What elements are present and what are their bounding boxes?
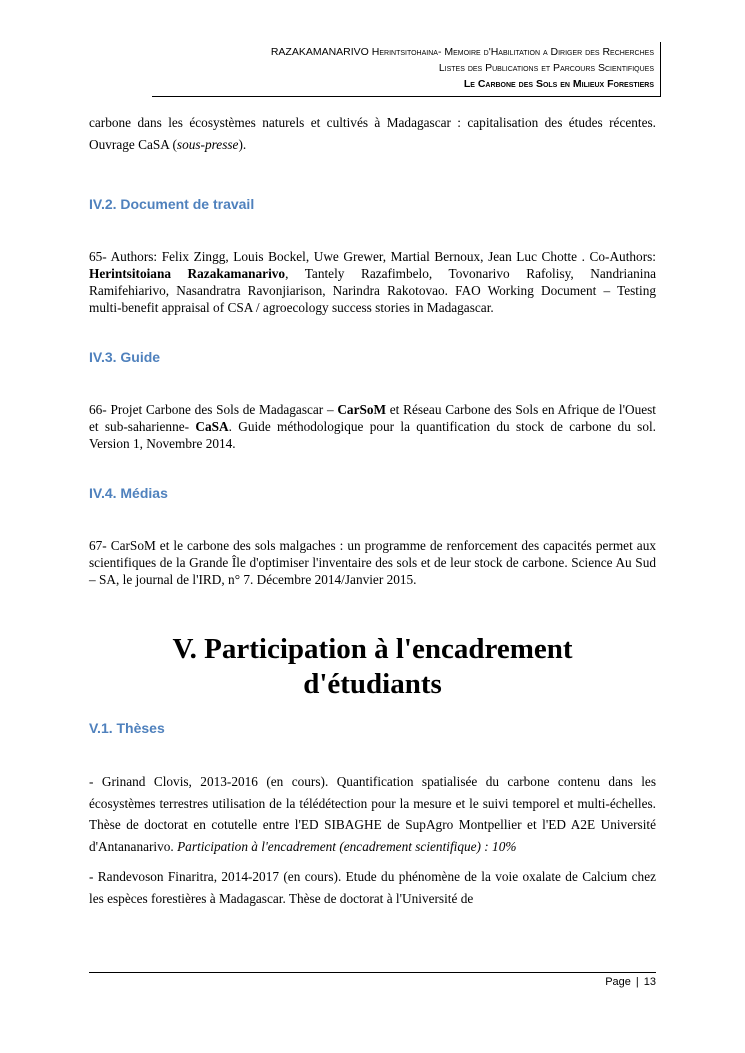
page-number: 13 — [643, 976, 656, 988]
heading-iv4: IV.4. Médias — [89, 485, 168, 501]
item-66-carsom: CarSoM — [337, 402, 387, 417]
running-header — [152, 42, 661, 97]
page-label: Page — [605, 976, 631, 988]
item-66 — [89, 401, 656, 452]
item-65-authors: 65- Authors: Felix Zingg, Louis Bockel, Uwe Grewer, Martial Bernoux, Jean Luc Chotte . Co-Authors: — [89, 249, 656, 264]
page-body — [89, 112, 656, 909]
chapter-v-title-line2: d'étudiants — [303, 668, 442, 700]
item-66-casa: CaSA — [195, 419, 229, 434]
item-65-rest: , Tantely Razafimbelo, Tovonarivo Rafolisy, Nandrianina Ramifehiarivo, Nasandratra Ravonjiarison, Narindra Rakotovao. FAO Working Document – Testing multi-benefit appraisal of CSA / agroecology success stories in Madagascar. — [89, 266, 657, 315]
thesis-randevoson: - Randevoson Finaritra, 2014-2017 (en cours). Etude du phénomène de la voie oxalate de Calcium chez les espèces forestières à Madagascar. Thèse de doctorat à l'Université de — [89, 869, 656, 906]
item-66-text-c: . Guide méthodologique pour la quantification du stock de carbone du sol. Version 1, Novembre 2014. — [89, 419, 656, 451]
thesis-grinand — [89, 771, 656, 857]
heading-iv2: IV.2. Document de travail — [89, 196, 255, 212]
chapter-v-title — [89, 632, 656, 702]
page-footer — [605, 976, 656, 988]
item-66-text-a: 66- Projet Carbone des Sols de Madagascar – — [89, 402, 338, 417]
chapter-v-title-line1: V. Participation à l'encadrement — [172, 633, 573, 665]
intro-italic: sous-presse — [176, 137, 239, 152]
intro-end: ). — [238, 137, 247, 152]
item-67: 67- CarSoM et le carbone des sols malgaches : un programme de renforcement des capacités permet aux scientifiques de la Grande Île d'optimiser l'inventaire des sols et de leur stock de carbone. Science Au Sud – SA, le journal de l'IRD, n° 7. Décembre 2014/Janvier 2015. — [89, 538, 656, 587]
heading-iv3: IV.3. Guide — [89, 349, 161, 365]
item-65-bold-author: Herintsitoiana Razakamanarivo — [89, 266, 286, 281]
page-separator: | — [635, 976, 639, 988]
heading-v1: V.1. Thèses — [89, 720, 165, 736]
footer-rule — [89, 972, 656, 973]
thesis-grinand-participation: Participation à l'encadrement (encadrement scientifique) : 10% — [177, 838, 517, 854]
thesis-grinand-text: - Grinand Clovis, 2013-2016 (en cours). Quantification spatialisée du carbone contenu dans les écosystèmes terrestres utilisation de la télédétection pour la mesure et le suivi temporel et multi-échelles. Thèse de doctorat en cotutelle entre l'ED SIBAGHE de SupAgro Montpellier et l'ED A2E Université d'Antananarivo. — [89, 774, 656, 854]
item-65 — [89, 248, 656, 316]
header-topic-line: Le Carbone des Sols en Milieux Forestiers — [463, 78, 654, 90]
header-author-line: RAZAKAMANARIVO Herintsitohaina- Memoire d'Habilitation a Diriger des Recherches — [270, 46, 654, 58]
intro-paragraph — [89, 112, 656, 156]
item-66-text-b: et Réseau Carbone des Sols en Afrique de l'Ouest et sub-saharienne- — [89, 402, 656, 434]
header-section-line: Listes des Publications et Parcours Scientifiques — [438, 62, 654, 74]
intro-text: carbone dans les écosystèmes naturels et cultivés à Madagascar : capitalisation des études récentes. Ouvrage CaSA ( — [89, 115, 656, 152]
